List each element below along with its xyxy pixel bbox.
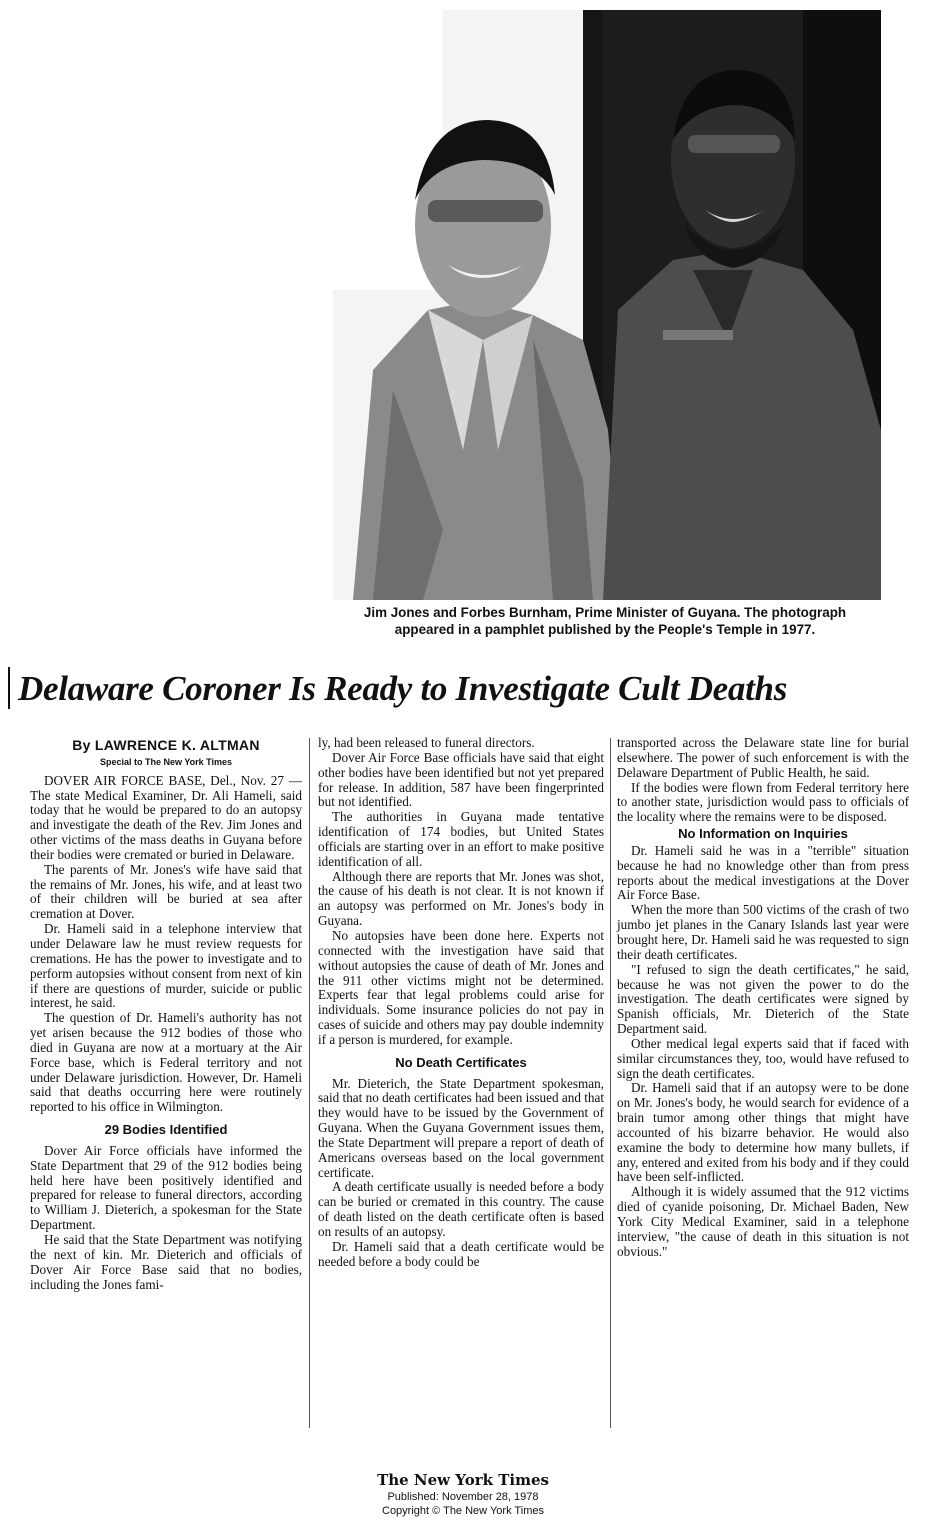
paragraph: ly, had been released to funeral directors. (318, 735, 535, 750)
paragraph: Dr. Hameli said that if an autopsy were to be done on Mr. Jones's body, he would search for evidence of a brain tumor among other things that might have accounted of his bizarre behavior. He would also examine the body to determine how many bullets, if any, entered and exited from his body and if they could have been self-inflicted. (617, 1080, 909, 1185)
paragraph: The question of Dr. Hameli's authority has not yet arisen because the 912 bodies of those who died in Guyana are now at a mortuary at the Air Force base, which is Federal territory and not under Delaware jurisdiction. However, Dr. Hameli said that deaths occurring here were routinely reported to his office in Wilmington. (30, 1010, 302, 1115)
article-column-2 (318, 736, 604, 1270)
paragraph: Although it is widely assumed that the 912 victims died of cyanide poisoning, Dr. Michael Baden, New York City Medical Examiner, said in a telephone interview, "the cause of death in this situation is not obvious." (617, 1184, 909, 1259)
byline: By LAWRENCE K. ALTMAN (72, 737, 260, 753)
column-divider-1 (309, 738, 310, 1428)
paragraph: The authorities in Guyana made tentative identification of 174 bodies, but United States officials are starting over in an effort to make positive identification of all. (318, 809, 604, 869)
article-column-1 (30, 736, 302, 1292)
column-divider-2 (610, 738, 611, 1428)
article-column-3 (617, 736, 909, 1260)
paragraph: When the more than 500 victims of the crash of two jumbo jet planes in the Canary Islands last year were brought here, Dr. Hameli said he was requested to sign their death certificates. (617, 902, 909, 962)
headline-rule (8, 667, 10, 709)
subhead: No Death Certificates (395, 1054, 527, 1070)
paragraph: Dover Air Force officials have informed the State Department that 29 of the 912 bodies being held here have been positively identified and prepared for release to funeral directors, according to William J. Dieterich, a spokesman for the State Department. (30, 1142, 302, 1233)
paragraph: No autopsies have been done here. Experts not connected with the investigation have said that without autopsies the cause of death of Mr. Jones and the 911 other victims might not be determined. Experts fear that legal problems could arise for individuals. Some insurance policies do not pay in cases of suicide and others may pay double indemnity if a person is murdered, for example. (318, 927, 604, 1047)
paragraph: If the bodies were flown from Federal territory here to another state, jurisdiction would pass to officials of the locality where the remains were to be disposed. (617, 779, 909, 825)
paragraph: Dover Air Force Base officials have said that eight other bodies have been identified but not yet prepared for release. In addition, 587 have been fingerprinted but not identified. (318, 749, 604, 810)
paragraph: "I refused to sign the death certificates," he said, because he was not given the power to do the investigation. The death certificates were signed by Spanish officials, Mr. Dieterich of the State Department said. (617, 961, 909, 1037)
photo-caption (300, 604, 910, 638)
paragraph: A death certificate usually is needed before a body can be buried or cremated in this country. The cause of death listed on the death certificate often is based on results of an autopsy. (318, 1179, 604, 1239)
paragraph: The parents of Mr. Jones's wife have said that the remains of Mr. Jones, his wife, and at least two of their children will be buried at sea after cremation at Dover. (30, 861, 302, 922)
paragraph: Dr. Hameli said that a death certificate would be needed before a body could be (318, 1238, 604, 1269)
copyright: Copyright © The New York Times (382, 1505, 544, 1517)
published-date: Published: November 28, 1978 (387, 1491, 539, 1503)
paragraph: Other medical legal experts said that if faced with similar circumstances they, too, would have refused to sign the death certificates. (617, 1035, 909, 1081)
photo-of-two-men-icon (333, 10, 881, 600)
caption-line-1: Jim Jones and Forbes Burnham, Prime Minister of Guyana. The photograph (363, 605, 847, 620)
subhead: 29 Bodies Identified (104, 1122, 228, 1138)
paragraph: Dr. Hameli said in a telephone interview that under Delaware law he must review requests for cremations. He has the power to investigate and to perform autopsies without consent from next of kin if there are questions of murder, suicide or public interest, he said. (30, 921, 302, 1011)
footer (0, 1470, 926, 1518)
paragraph: DOVER AIR FORCE BASE, Del., Nov. 27 — The state Medical Examiner, Dr. Ali Hameli, said today that he would be prepared to do an autopsy and investigate the death of the Rev. Jim Jones and other victims of the mass deaths in Guyana before their bodies were cremated or buried in Delaware. (30, 772, 302, 862)
paragraph: transported across the Delaware state line for burial elsewhere. The power of such enforcement is with the Delaware Department of Public Health, he said. (617, 735, 909, 780)
headline: Delaware Coroner Is Ready to Investigate Cult Deaths (18, 669, 788, 708)
special-credit: Special to The New York Times (99, 756, 233, 767)
paragraph: Dr. Hameli said he was in a "terrible" situation because he had no knowledge other than from press reports about the medical investigations at the Dover Air Force Base. (617, 842, 909, 903)
nyt-masthead: The New York Times (377, 1471, 549, 1489)
paragraph: He said that the State Department was notifying the next of kin. Mr. Dieterich and officials of Dover Air Force Base said that no bodies, including the Jones fami- (30, 1232, 302, 1292)
caption-line-2: appeared in a pamphlet published by the People's Temple in 1977. (394, 622, 816, 637)
news-photo (333, 10, 881, 600)
paragraph: Although there are reports that Mr. Jones was shot, the cause of his death is not clear. It is not known if an autopsy was performed on Mr. Jones's body in Guyana. (318, 868, 604, 929)
paragraph: Mr. Dieterich, the State Department spokesman, said that no death certificates had been issued and that they would have to be issued by the Government of Guyana. When the Guyana Government issues them, the State Department will prepare a report of death of Americans overseas based on the local government certificate. (318, 1075, 604, 1180)
subhead: No Information on Inquiries (678, 826, 848, 842)
